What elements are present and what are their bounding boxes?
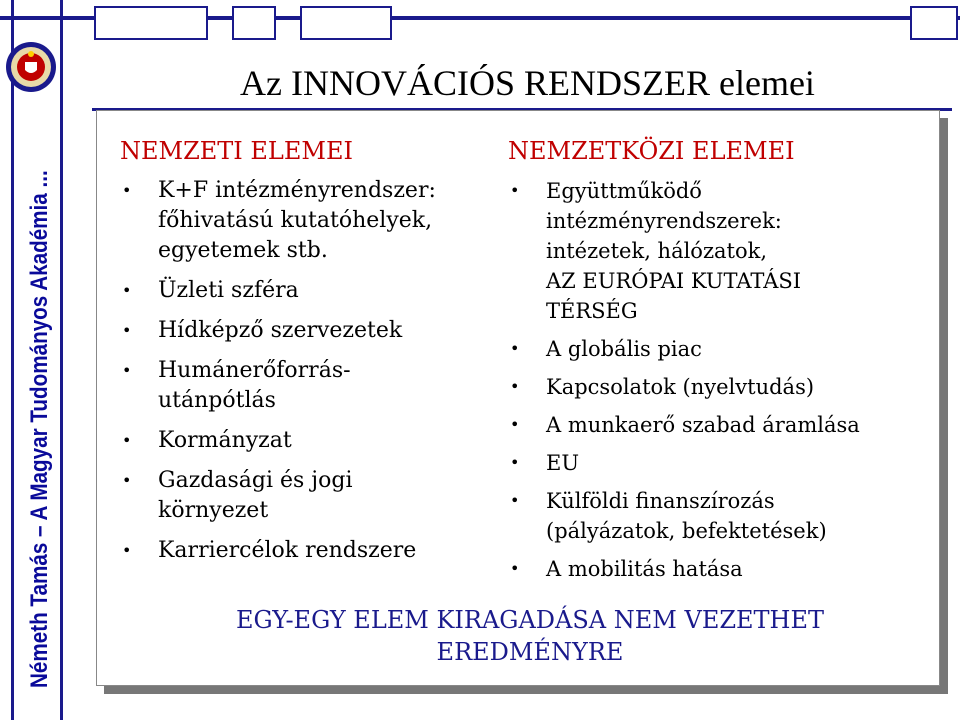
bullet-dot-icon: • (122, 541, 132, 560)
national-list (120, 176, 480, 566)
conclusion-line: EREDMÉNYRE (436, 638, 624, 666)
list-item-text: Gazdasági és jogi (158, 468, 353, 493)
list-item-text: környezet (158, 498, 269, 523)
list-item-text: Külföldi finanszírozás (546, 489, 775, 513)
international-elements-column (508, 136, 928, 592)
list-item-text: Humánerőforrás- (158, 358, 351, 383)
list-item (120, 316, 480, 346)
list-item (508, 176, 928, 326)
bullet-dot-icon: • (122, 181, 132, 200)
list-item-text: intézetek, hálózatok, (546, 239, 768, 263)
list-item (508, 554, 928, 584)
list-item-text: K+F intézményrendszer: (158, 178, 436, 203)
conclusion-text (120, 604, 940, 668)
list-item-text: intézményrendszerek: (546, 209, 782, 233)
list-item-text: utánpótlás (158, 388, 276, 413)
list-item (120, 426, 480, 456)
banner-text: Németh Tamás – A Magyar Tudományos Akadémia ... (26, 170, 53, 688)
bullet-dot-icon: • (510, 491, 520, 510)
list-item (508, 486, 928, 546)
list-item-text: EU (546, 451, 580, 475)
side-banner (0, 0, 82, 720)
list-item-text: TÉRSÉG (546, 299, 638, 323)
slide-title: Az INNOVÁCIÓS RENDSZER elemei (240, 63, 815, 103)
bullet-dot-icon: • (510, 415, 520, 434)
banner-rule (60, 0, 63, 720)
decorative-box (232, 6, 276, 40)
list-item-text: egyetemek stb. (158, 238, 328, 263)
national-heading: NEMZETI ELEMEI (120, 137, 353, 165)
list-item-text: Karriercélok rendszere (158, 538, 417, 563)
list-item-text: Kapcsolatok (nyelvtudás) (546, 375, 815, 399)
bullet-dot-icon: • (510, 559, 520, 578)
list-item (508, 448, 928, 478)
list-item (120, 276, 480, 306)
decorative-box (910, 6, 958, 40)
decorative-box (94, 6, 208, 40)
bullet-dot-icon: • (510, 453, 520, 472)
list-item-text: Együttműködő (546, 179, 702, 203)
bullet-dot-icon: • (510, 339, 520, 358)
list-item (120, 176, 480, 266)
list-item-text: A munkaerő szabad áramlása (546, 413, 860, 437)
list-item (120, 356, 480, 416)
list-item-text: Kormányzat (158, 428, 292, 453)
bullet-dot-icon: • (122, 361, 132, 380)
list-item-text: Üzleti szféra (158, 278, 299, 303)
decorative-box (300, 6, 392, 40)
national-elements-column (120, 136, 480, 576)
list-item-text: Hídképző szervezetek (158, 318, 403, 343)
list-item-text: AZ EURÓPAI KUTATÁSI (546, 269, 802, 293)
list-item-text: A globális piac (546, 337, 702, 361)
academy-emblem-icon (4, 40, 58, 94)
list-item (508, 410, 928, 440)
conclusion-line: EGY-EGY ELEM KIRAGADÁSA NEM VEZETHET (235, 606, 825, 634)
bullet-dot-icon: • (122, 281, 132, 300)
list-item-text: főhivatású kutatóhelyek, (158, 208, 433, 233)
bullet-dot-icon: • (122, 321, 132, 340)
list-item (508, 334, 928, 364)
list-item-text: (pályázatok, befektetések) (546, 519, 827, 543)
international-list (508, 176, 928, 584)
bullet-dot-icon: • (122, 471, 132, 490)
international-heading: NEMZETKÖZI ELEMEI (508, 137, 795, 165)
list-item-text: A mobilitás hatása (546, 557, 743, 581)
list-item (508, 372, 928, 402)
list-item (120, 536, 480, 566)
list-item (120, 466, 480, 526)
banner-rule (11, 0, 14, 720)
bullet-dot-icon: • (510, 181, 520, 200)
bullet-dot-icon: • (510, 377, 520, 396)
bullet-dot-icon: • (122, 431, 132, 450)
